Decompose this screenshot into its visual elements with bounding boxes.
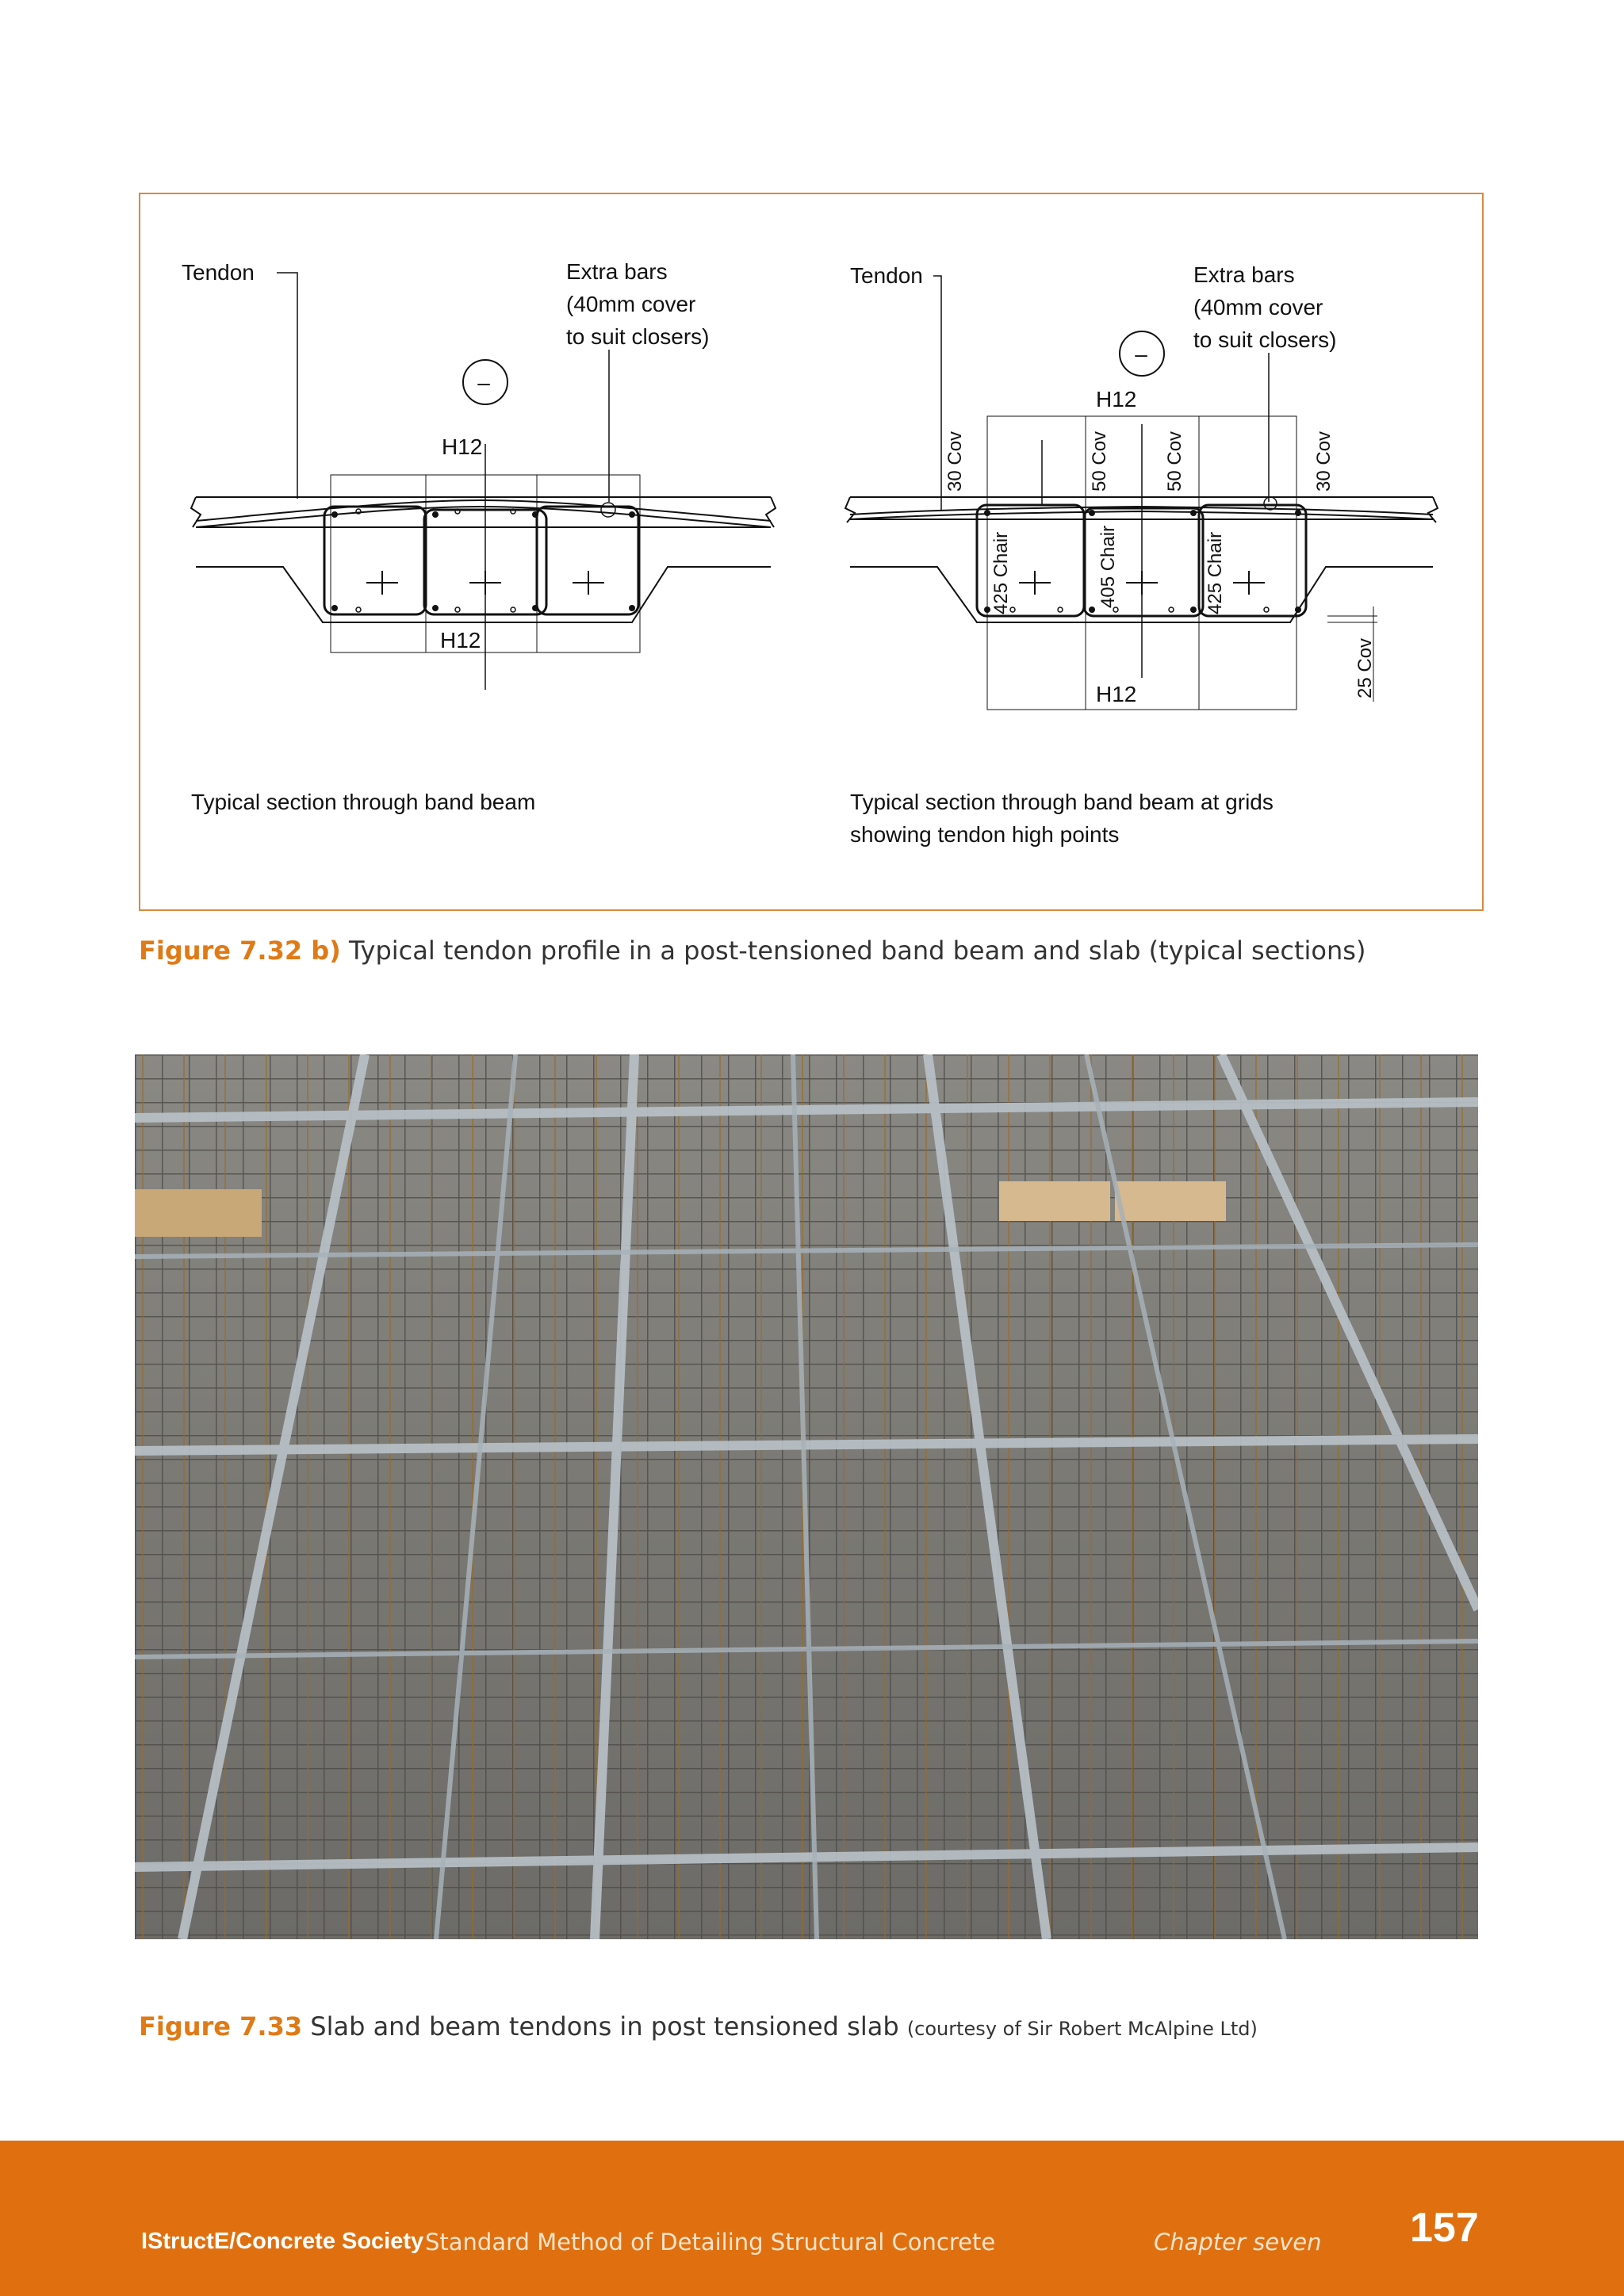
right-cover-label-3: 50 Cov [1164, 430, 1185, 492]
figure-number: Figure 7.33 [139, 2011, 303, 2042]
left-section-caption: Typical section through band beam [191, 790, 536, 814]
left-labels [182, 259, 710, 814]
left-extra-bars-line2: (40mm cover [566, 292, 696, 316]
right-cover-label-1: 30 Cov [944, 430, 966, 492]
right-extra-bars-line1: Extra bars [1193, 262, 1295, 287]
right-tendon-label: Tendon [850, 263, 923, 288]
figure-7-33-caption [139, 2011, 1258, 2042]
right-cover-label-4: 30 Cov [1313, 430, 1335, 492]
figure-7-33-photo [135, 1054, 1478, 1939]
right-section-caption-line1: Typical section through band beam at grids [850, 790, 1274, 814]
footer-org: IStructE/Concrete Society [141, 2229, 424, 2254]
footer-chapter: Chapter seven [1154, 2229, 1322, 2256]
footer-title: Standard Method of Detailing Structural Concrete [425, 2229, 996, 2256]
right-minus-symbol: – [1135, 342, 1147, 366]
left-minus-symbol: – [477, 370, 490, 395]
right-chair-label-3: 425 Chair [1205, 531, 1226, 614]
left-extra-bars-line3: to suit closers) [566, 324, 710, 349]
right-bottom-cover-label: 25 Cov [1354, 637, 1376, 698]
figure-7-32b-drawing [139, 193, 1484, 911]
figure-number: Figure 7.32 b) [139, 936, 341, 966]
left-extra-bars-line1: Extra bars [566, 259, 668, 284]
slab-reinforcement-photo [135, 1054, 1478, 1939]
right-top-bar-label: H12 [1096, 387, 1137, 411]
figure-caption-text: Slab and beam tendons in post tensioned slab [310, 2011, 899, 2042]
right-section-caption-line2: showing tendon high points [850, 822, 1120, 847]
left-tendon-label: Tendon [182, 260, 255, 285]
right-extra-bars-line2: (40mm cover [1193, 295, 1323, 320]
tendon-profile-drawing [140, 194, 1485, 913]
figure-7-32b-caption [139, 936, 1365, 966]
page-footer [0, 2141, 1624, 2296]
left-bottom-bar-label: H12 [440, 628, 481, 652]
figure-caption-text: Typical tendon profile in a post-tensioned band beam and slab (typical sections) [348, 936, 1366, 966]
page-number: 157 [1410, 2205, 1479, 2251]
left-top-bar-label: H12 [442, 434, 483, 459]
right-bottom-bar-label: H12 [1096, 682, 1137, 706]
photo-credit: (courtesy of Sir Robert McAlpine Ltd) [906, 2018, 1258, 2040]
right-cover-label-2: 50 Cov [1089, 430, 1110, 492]
right-labels [850, 262, 1376, 847]
right-chair-label-1: 425 Chair [990, 531, 1012, 614]
right-extra-bars-line3: to suit closers) [1193, 327, 1337, 352]
right-chair-label-2: 405 Chair [1097, 525, 1119, 608]
